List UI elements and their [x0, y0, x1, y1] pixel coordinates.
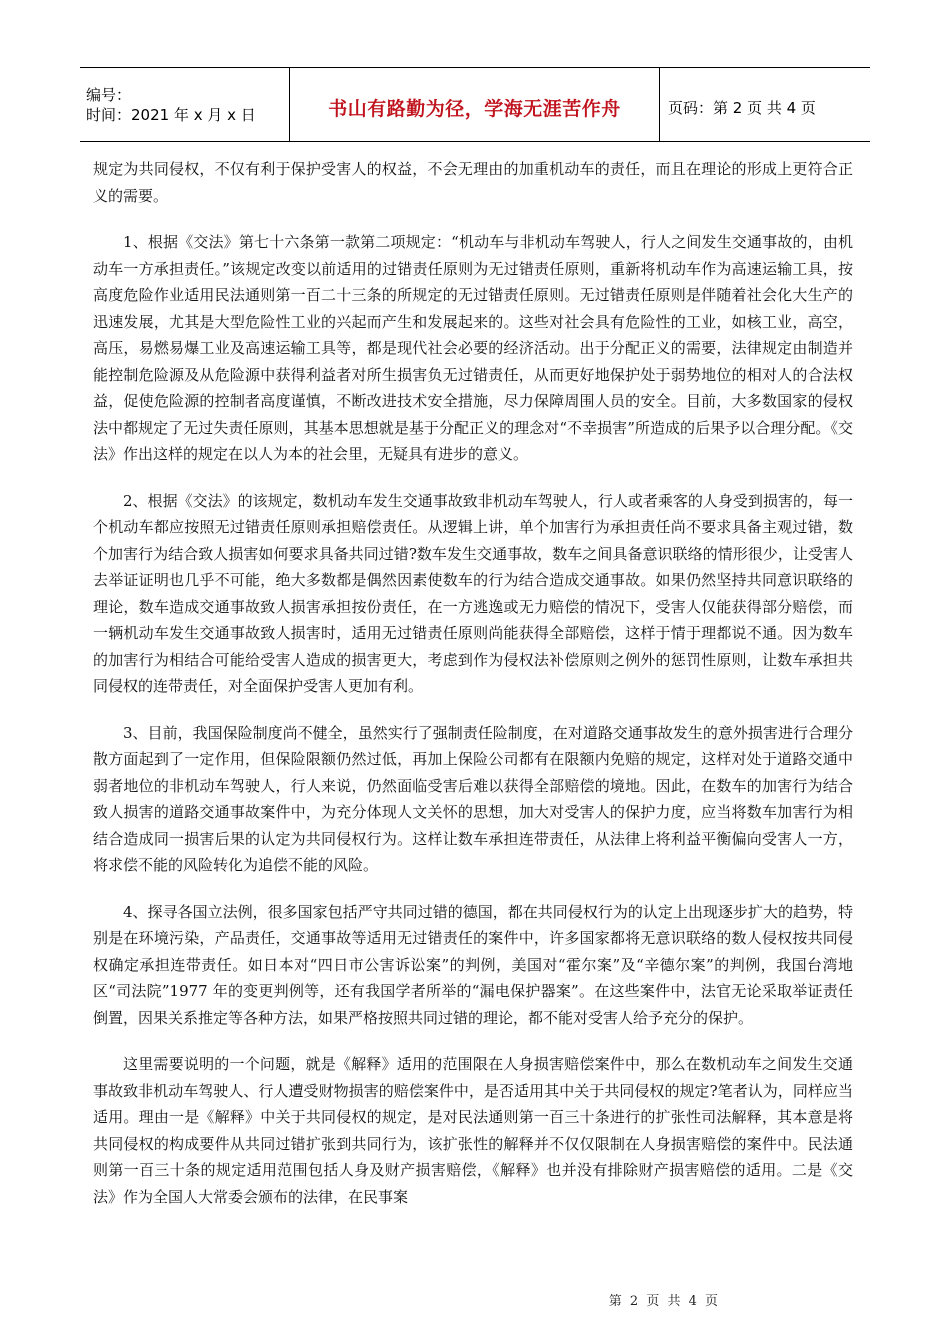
paragraph-continued: 规定为共同侵权，不仅有利于保护受害人的权益，不会无理由的加重机动车的责任，而且在理论的形成上更符合正义的需要。 — [93, 160, 853, 205]
paragraph-point-2: 2、根据《交法》的该规定，数机动车发生交通事故致非机动车驾驶人，行人或者乘客的人身受到损害的，每一个机动车都应按照无过错责任原则承担赔偿责任。从逻辑上讲，单个加害行为承担责任尚不要求具备主观过错，数个加害行为结合致人损害如何要求具备共同过错?数车发生交通事故，数车之间具备意识联络的情形很少，让受害人去举证证明也几乎不可能，绝大多数都是偶然因素使数车的行为结合造成交通事故。如果仍然坚持共同意识联络的理论，数车造成交通事故致人损害承担按份责任，在一方逃逸或无力赔偿的情况下，受害人仅能获得部分赔偿，而一辆机动车发生交通事故致人损害时，适用无过错责任原则尚能获得全部赔偿，这样于情于理都说不通。因为数车的加害行为相结合可能给受害人造成的损害更大，考虑到作为侵权法补偿原则之例外的惩罚性原则，让数车承担共同侵权的连带责任，对全面保护受害人更加有利。 — [93, 491, 853, 695]
page-footer — [0, 1290, 950, 1309]
page-header — [80, 67, 870, 142]
footer-page-number: 第 2 页 共 4 页 — [608, 1294, 720, 1309]
header-page-number: 页码：第 2 页 共 4 页 — [668, 99, 816, 117]
header-meta — [80, 68, 290, 141]
header-motto: 书山有路勤为径，学海无涯苦作舟 — [290, 68, 660, 141]
paragraph-point-4: 4、探寻各国立法例，很多国家包括严守共同过错的德国，都在共同侵权行为的认定上出现逐步扩大的趋势，特别是在环境污染，产品责任，交通事故等适用无过错责任的案件中，许多国家都将无意识联络的数人侵权按共同侵权确定承担连带责任。如日本对“四日市公害诉讼案”的判例，美国对“霍尔案”及“辛德尔案”的判例，我国台湾地区“司法院”1977 年的变更判例等，还有我国学者所举的“漏电保护器案”。在这些案件中，法官无论采取举证责任倒置，因果关系推定等各种方法，如果严格按照共同过错的理论，都不能对受害人给予充分的保护。 — [93, 902, 853, 1027]
paragraph-explanation: 这里需要说明的一个问题，就是《解释》适用的范围限在人身损害赔偿案件中，那么在数机动车之间发生交通事故致非机动车驾驶人、行人遭受财物损害的赔偿案件中，是否适用其中关于共同侵权的规定?笔者认为，同样应当适用。理由一是《解释》中关于共同侵权的规定，是对民法通则第一百三十条进行的扩张性司法解释，其本意是将共同侵权的构成要件从共同过错扩张到共同行为，该扩张性的解释并不仅仅限制在人身损害赔偿的案件中。民法通则第一百三十条的规定适用范围包括人身及财产损害赔偿，《解释》也并没有排除财产损害赔偿的适用。二是《交法》作为全国人大常委会颁布的法律，在民事案 — [93, 1055, 853, 1206]
document-body — [93, 156, 853, 1230]
paragraph-point-1: 1、根据《交法》第七十六条第一款第二项规定：“机动车与非机动车驾驶人，行人之间发生交通事故的，由机动车一方承担责任。”该规定改变以前适用的过错责任原则为无过错责任原则，重新将机动车作为高速运输工具，按高度危险作业适用民法通则第一百二十三条的所规定的无过错责任原则。无过错责任原则是伴随着社会化大生产的迅速发展，尤其是大型危险性工业的兴起而产生和发展起来的。这些对社会具有危险性的工业，如核工业，高空，高压，易燃易爆工业及高速运输工具等，都是现代社会必要的经济活动。出于分配正义的需要，法律规定由制造并能控制危险源及从危险源中获得利益者对所生损害负无过错责任，从而更好地保护处于弱势地位的相对人的合法权益，促使危险源的控制者高度谨慎，不断改进技术安全措施，尽力保障周围人员的安全。目前，大多数国家的侵权法中都规定了无过失责任原则，其基本思想就是基于分配正义的理念对“不幸损害”所造成的后果予以合理分配。《交法》作出这样的规定在以人为本的社会里，无疑具有进步的意义。 — [93, 233, 853, 463]
header-number: 编号： — [86, 85, 132, 104]
paragraph-point-3: 3、目前，我国保险制度尚不健全，虽然实行了强制责任险制度，在对道路交通事故发生的意外损害进行合理分散方面起到了一定作用，但保险限额仍然过低，再加上保险公司都有在限额内免赔的规定，这样对处于道路交通中弱者地位的非机动车驾驶人，行人来说，仍然面临受害后难以获得全部赔偿的境地。因此，在数车的加害行为结合致人损害的道路交通事故案件中，为充分体现人文关怀的思想，加大对受害人的保护力度，应当将数车加害行为相结合造成同一损害后果的认定为共同侵权行为。这样让数车承担连带责任，从法律上将利益平衡偏向受害人一方，将求偿不能的风险转化为追偿不能的风险。 — [93, 723, 853, 874]
header-time: 时间：2021 年 x 月 x 日 — [86, 105, 256, 124]
